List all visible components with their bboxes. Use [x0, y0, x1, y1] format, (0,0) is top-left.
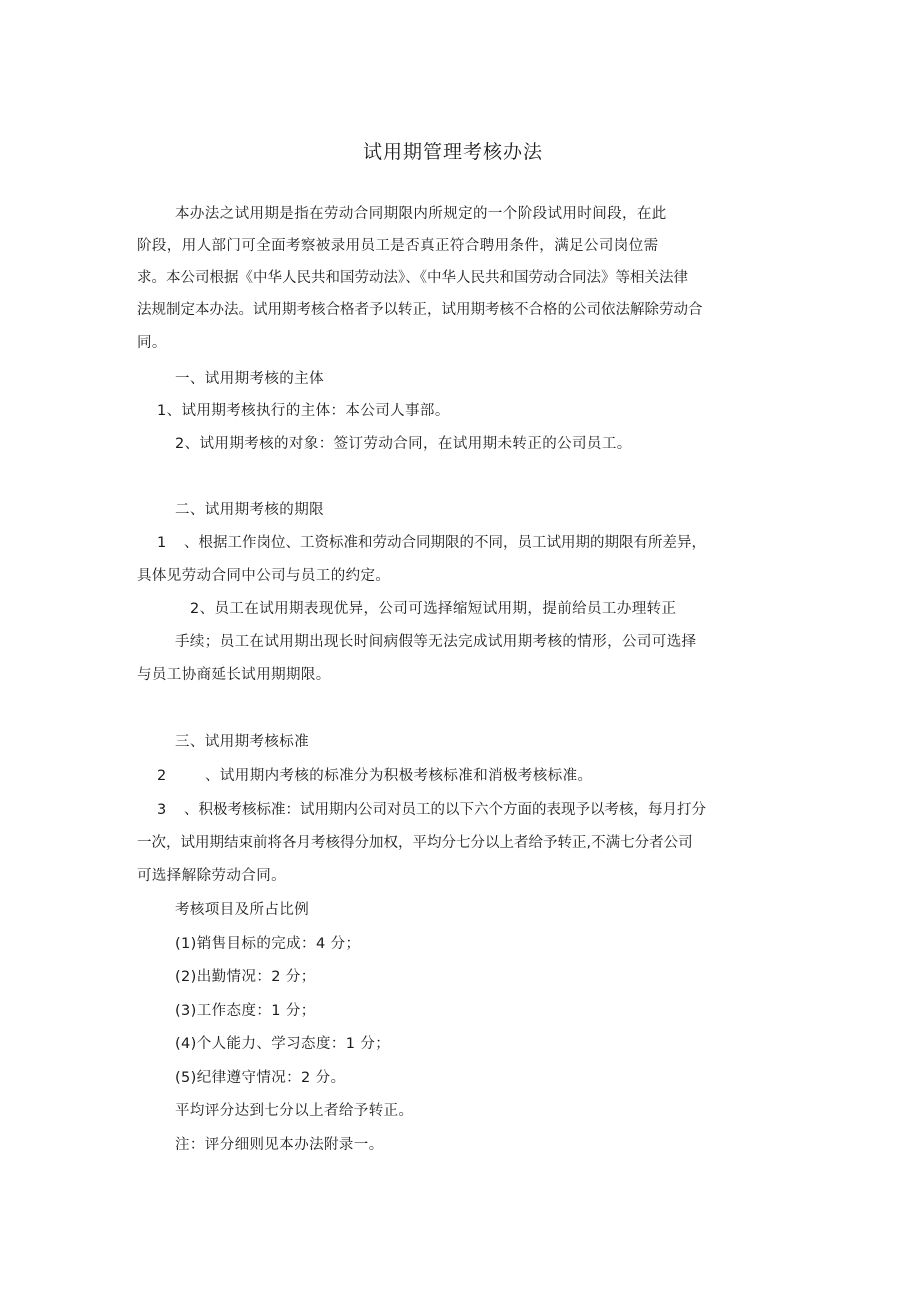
section-2-item-2-line-1: 2、员工在试用期表现优异，公司可选择缩短试用期，提前给员工办理转正 — [190, 601, 677, 617]
section-3-item-1-number: 2 — [157, 768, 167, 784]
section-2-item-1-line-2: 具体见劳动合同中公司与员工的约定。 — [137, 568, 391, 584]
intro-line-2: 阶段，用人部门可全面考察被录用员工是否真正符合聘用条件，满足公司岗位需 — [137, 238, 659, 254]
intro-line-4: 法规制定本办法。试用期考核合格者予以转正，试用期考核不合格的公司依法解除劳动合 — [137, 302, 703, 318]
section-1-item-1: 1、试用期考核执行的主体：本公司人事部。 — [157, 403, 450, 419]
section-2-heading: 二、试用期考核的期限 — [175, 502, 324, 518]
document-title: 试用期管理考核办法 — [363, 141, 544, 163]
intro-line-5: 同。 — [137, 335, 167, 351]
ratio-item-1: (1)销售目标的完成：4 分； — [175, 936, 361, 952]
section-3-item-2-line-3: 可选择解除劳动合同。 — [137, 868, 286, 884]
section-2-item-2-line-2: 手续；员工在试用期出现长时间病假等无法完成试用期考核的情形，公司可选择 — [175, 634, 697, 650]
section-3-item-2-number: 3 — [157, 802, 167, 818]
intro-line-1: 本办法之试用期是指在劳动合同期限内所规定的一个阶段试用时间段，在此 — [175, 206, 667, 222]
section-1-heading: 一、试用期考核的主体 — [175, 371, 324, 387]
summary-text: 平均评分达到七分以上者给予转正。 — [175, 1103, 414, 1119]
ratio-item-4: (4)个人能力、学习态度：1 分； — [175, 1036, 391, 1052]
ratio-heading: 考核项目及所占比例 — [175, 902, 310, 918]
section-1-item-2: 2、试用期考核的对象：签订劳动合同，在试用期未转正的公司员工。 — [175, 436, 632, 452]
ratio-item-3: (3)工作态度：1 分； — [175, 1003, 316, 1019]
section-3-heading: 三、试用期考核标准 — [175, 734, 310, 750]
section-2-item-1-line-1: 、根据工作岗位、工资标准和劳动合同期限的不同，员工试用期的期限有所差异， — [184, 535, 706, 551]
intro-line-3: 求。本公司根据《中华人民共和国劳动法》、《中华人民共和国劳动合同法》等相关法律 — [137, 270, 688, 286]
section-3-item-2-line-1: 、积极考核标准：试用期内公司对员工的以下六个方面的表现予以考核，每月打分 — [184, 802, 706, 818]
section-2-item-2-line-3: 与员工协商延长试用期期限。 — [137, 667, 331, 683]
section-2-item-1-number: 1 — [157, 535, 167, 551]
ratio-item-2: (2)出勤情况：2 分； — [175, 969, 316, 985]
section-3-item-1-text: 、试用期内考核的标准分为积极考核标准和消极考核标准。 — [205, 768, 593, 784]
ratio-item-5: (5)纪律遵守情况：2 分。 — [175, 1070, 346, 1086]
note-text: 注：评分细则见本办法附录一。 — [175, 1137, 384, 1153]
section-3-item-2-line-2: 一次，试用期结束前将各月考核得分加权，平均分七分以上者给予转正,不满七分者公司 — [137, 835, 693, 851]
